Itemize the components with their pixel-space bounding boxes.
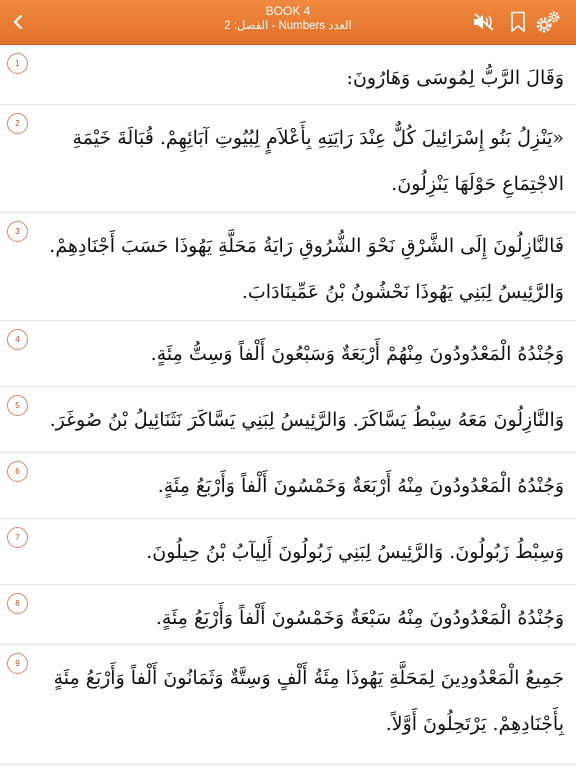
verse-list[interactable] — [0, 45, 576, 768]
verse-row[interactable] — [0, 519, 576, 585]
verse-number-badge: 5 — [7, 395, 28, 416]
verse-row[interactable] — [0, 321, 576, 387]
back-button[interactable] — [0, 0, 36, 44]
chapter-title: العدد Numbers - الفصل: 2 — [224, 20, 352, 32]
settings-button[interactable] — [534, 0, 562, 44]
top-navigation-bar — [0, 0, 576, 45]
verse-number-badge: 1 — [7, 53, 28, 74]
verse-number-badge: 9 — [7, 653, 28, 674]
bookmark-button[interactable] — [504, 0, 532, 44]
verse-text: «يَنْزِلُ بَنُو إِسْرَائِيلَ كُلٌّ عِنْدَ رَايَتِهِ بِأَعْلاَمٍ لِبُيُوتِ آبَائِهِمْ. قُبَالَةَ خَيْمَةِ الاجْتِمَاعِ حَوْلَهَا يَنْزِلُونَ. — [72, 127, 564, 195]
bookmark-icon — [510, 11, 526, 33]
verse-text: وَسِبْطُ زَبُولُونَ. وَالرَّئِيسُ لِبَنِي زَبُولُونَ أَلِيآبُ بْنُ حِيلُونَ. — [146, 541, 564, 563]
verse-text: وَجُنْدُهُ الْمَعْدُودُونَ مِنْهُمْ أَرْبَعَةٌ وَسَبْعُونَ أَلْفاً وَسِتُّ مِئَةٍ. — [150, 343, 564, 365]
speaker-muted-icon — [472, 12, 496, 32]
verse-text: وَجُنْدُهُ الْمَعْدُودُونَ مِنْهُ سَبْعَةٌ وَخَمْسُونَ أَلْفاً وَأَرْبَعُ مِئَةٍ. — [155, 607, 564, 629]
verse-row[interactable] — [0, 105, 576, 213]
mute-button[interactable] — [470, 0, 498, 44]
verse-text: وَجُنْدُهُ الْمَعْدُودُونَ مِنْهُ أَرْبَعَةٌ وَخَمْسُونَ أَلْفاً وَأَرْبَعُ مِئَةٍ. — [157, 475, 564, 497]
verse-text: وَقَالَ الرَّبُّ لِمُوسَى وَهَارُونَ: — [346, 67, 564, 89]
verse-text: جَمِيعُ الْمَعْدُودِينَ لِمَحَلَّةِ يَهُوذَا مِئَةُ أَلْفٍ وَسِتَّةٌ وَثَمَانُونَ أَلْفاً وَأَرْبَعُ مِئَةٍ بِأَجْنَادِهِمْ. يَرْتَحِلُونَ أَوَّلاً. — [53, 667, 564, 735]
header-titles — [180, 4, 396, 34]
verse-row[interactable] — [0, 453, 576, 519]
verse-text: فَالنَّازِلُونَ إِلَى الشَّرْقِ نَحْوَ الشُّرُوقِ رَايَةُ مَحَلَّةِ يَهُوذَا حَسَبَ أَجْنَادِهِمْ. وَالرَّئِيسُ لِبَنِي يَهُوذَا نَحْشُونُ بْنُ عَمِّينَادَابَ. — [49, 235, 564, 303]
verse-number-badge: 2 — [7, 113, 28, 134]
verse-row[interactable] — [0, 645, 576, 765]
book-title: BOOK 4 — [265, 4, 311, 18]
verse-number-badge: 7 — [7, 527, 28, 548]
verse-row[interactable] — [0, 45, 576, 105]
verse-row[interactable] — [0, 585, 576, 645]
back-chevron-icon — [12, 14, 24, 30]
verse-number-badge: 3 — [7, 221, 28, 242]
verse-row[interactable] — [0, 387, 576, 453]
verse-text: وَالنَّازِلُونَ مَعَهُ سِبْطُ يَسَّاكَرَ. وَالرَّئِيسُ لِبَنِي يَسَّاكَرَ نَثَنَائِيلُ بْنُ صُوغَرَ. — [49, 409, 564, 431]
verse-number-badge: 6 — [7, 461, 28, 482]
verse-row[interactable] — [0, 213, 576, 321]
verse-number-badge: 8 — [7, 593, 28, 614]
verse-number-badge: 4 — [7, 329, 28, 350]
gear-icon — [535, 9, 561, 35]
